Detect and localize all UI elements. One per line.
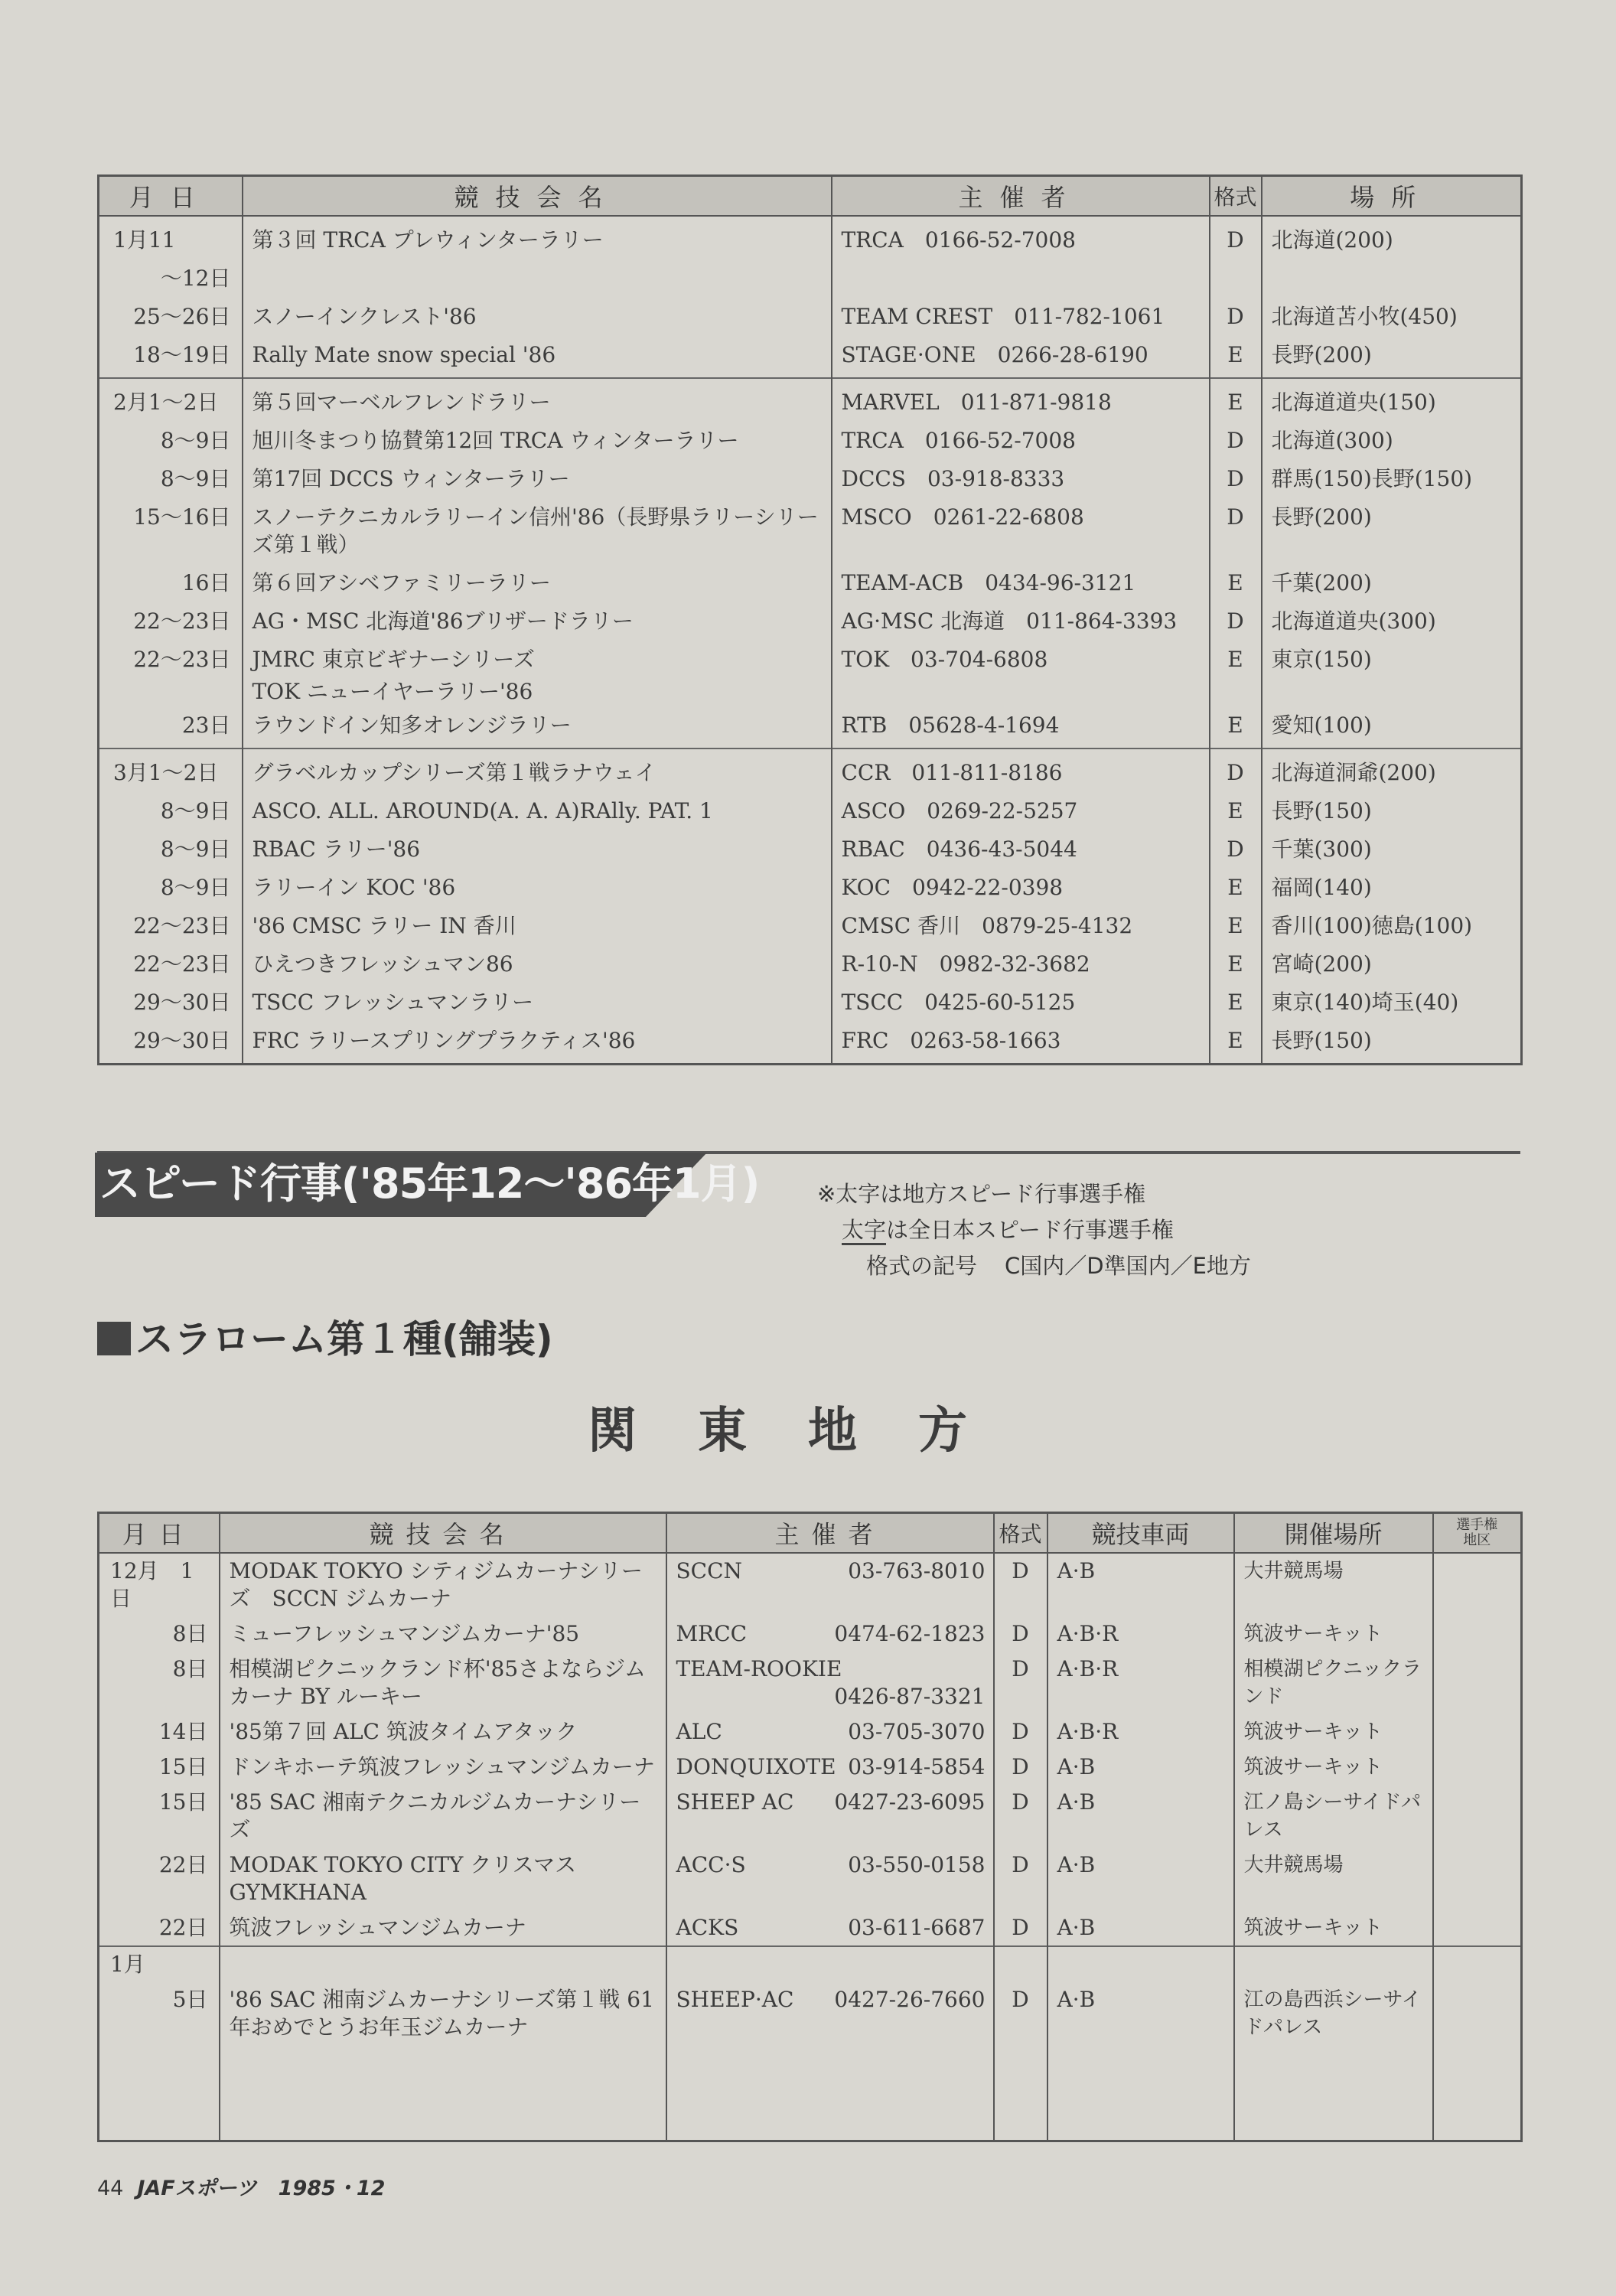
rally-col-organizer: 主催者	[832, 176, 1210, 217]
date-cell: 8日	[99, 1616, 220, 1652]
event-cell: ひえつきフレッシュマン86	[243, 945, 832, 983]
organizer-cell	[666, 1750, 994, 1785]
organizer-cell	[666, 1848, 994, 1910]
format-cell: E	[1210, 336, 1262, 378]
table-row	[99, 259, 1522, 298]
place-cell: 北海道(300)	[1262, 422, 1522, 460]
organizer-name: SHEEP AC	[676, 1789, 794, 1815]
organizer-phone: 03-705-3070	[848, 1719, 986, 1744]
table-row	[99, 1714, 1522, 1750]
place-cell: 福岡(140)	[1262, 869, 1522, 907]
organizer-cell: STAGE·ONE 0266-28-6190	[832, 336, 1210, 378]
section-title	[97, 1316, 553, 1362]
table-row	[99, 1022, 1522, 1065]
event-cell	[220, 1946, 666, 1982]
organizer-cell	[666, 1553, 994, 1616]
organizer-cell: TEAM-ACB 0434-96-3121	[832, 564, 1210, 602]
series-cell	[1433, 1750, 1522, 1785]
venue-cell: 江の島西浜シーサイドパレス	[1234, 1982, 1433, 2141]
date-cell: 23日	[99, 706, 243, 748]
date-cell: 15～16日	[99, 498, 243, 564]
organizer-cell: R-10-N 0982-32-3682	[832, 945, 1210, 983]
format-cell: D	[994, 1750, 1047, 1785]
slalom-schedule-table	[97, 1512, 1523, 2142]
series-cell	[1433, 1982, 1522, 2141]
venue-cell: 筑波サーキット	[1234, 1910, 1433, 1946]
organizer-phone: 0427-23-6095	[834, 1789, 986, 1815]
vehicle-cell: A·B	[1047, 1848, 1234, 1910]
organizer-cell: RBAC 0436-43-5044	[832, 830, 1210, 869]
vehicle-cell: A·B	[1047, 1553, 1234, 1616]
table-row	[99, 907, 1522, 945]
date-cell: 1月	[99, 1946, 220, 1982]
organizer-cell: MSCO 0261-22-6808	[832, 498, 1210, 564]
place-cell: 北海道道央(300)	[1262, 602, 1522, 641]
table-row	[99, 706, 1522, 748]
venue-cell: 筑波サーキット	[1234, 1714, 1433, 1750]
place-cell: 東京(150)	[1262, 641, 1522, 679]
vehicle-cell: A·B·R	[1047, 1652, 1234, 1714]
event-cell: スノーインクレスト'86	[243, 298, 832, 336]
place-cell: 千葉(300)	[1262, 830, 1522, 869]
format-cell: D	[994, 1785, 1047, 1848]
table-row	[99, 460, 1522, 498]
rally-schedule-table	[97, 174, 1523, 1065]
format-cell	[994, 1946, 1047, 1982]
date-cell: 29～30日	[99, 1022, 243, 1065]
format-cell: E	[1210, 907, 1262, 945]
legend-note-format	[866, 1249, 1251, 1280]
organizer-cell: TRCA 0166-52-7008	[832, 216, 1210, 259]
venue-cell: 大井競馬場	[1234, 1848, 1433, 1910]
table-row	[99, 830, 1522, 869]
vehicle-cell: A·B	[1047, 1910, 1234, 1946]
format-cell: E	[1210, 378, 1262, 422]
series-header-top: 選手権	[1456, 1517, 1498, 1533]
organizer-phone: 03-763-8010	[848, 1558, 986, 1583]
organizer-name: ACKS	[676, 1915, 739, 1940]
event-cell: 旭川冬まつり協賛第12回 TRCA ウィンターラリー	[243, 422, 832, 460]
slalom-col-organizer: 主催者	[666, 1513, 994, 1554]
event-cell: '85 SAC 湘南テクニカルジムカーナシリーズ	[220, 1785, 666, 1848]
organizer-name: ACC·S	[676, 1852, 746, 1877]
organizer-cell: DCCS 03-918-8333	[832, 460, 1210, 498]
table-row	[99, 602, 1522, 641]
format-cell: E	[1210, 945, 1262, 983]
square-bullet-icon	[97, 1322, 131, 1355]
format-cell: D	[994, 1848, 1047, 1910]
date-cell: 8～9日	[99, 830, 243, 869]
organizer-cell: FRC 0263-58-1663	[832, 1022, 1210, 1065]
table-row	[99, 1946, 1522, 1982]
vehicle-cell	[1047, 1946, 1234, 1982]
format-cell: D	[1210, 422, 1262, 460]
date-cell	[99, 679, 243, 706]
event-cell: ドンキホーテ筑波フレッシュマンジムカーナ	[220, 1750, 666, 1785]
table-row	[99, 336, 1522, 378]
table-row	[99, 378, 1522, 422]
venue-cell: 江ノ島シーサイドパレス	[1234, 1785, 1433, 1848]
organizer-phone: 0426-87-3321	[834, 1684, 986, 1709]
slalom-header-row	[99, 1513, 1522, 1554]
organizer-cell	[666, 1982, 994, 2141]
place-cell: 長野(200)	[1262, 336, 1522, 378]
format-cell: D	[1210, 216, 1262, 259]
table-row	[99, 1910, 1522, 1946]
format-cell	[1210, 679, 1262, 706]
rally-header-row	[99, 176, 1522, 217]
organizer-cell	[666, 1652, 994, 1714]
table-row	[99, 1750, 1522, 1785]
table-row	[99, 1652, 1522, 1714]
organizer-cell	[832, 679, 1210, 706]
slalom-col-date: 月日	[99, 1513, 220, 1554]
issue-date: 1985・12	[278, 2177, 386, 2200]
date-cell: 5日	[99, 1982, 220, 2141]
page-footer	[97, 2174, 385, 2204]
format-cell: D	[1210, 830, 1262, 869]
legend-note-bold-label: 太字	[842, 1217, 886, 1245]
format-legend-value: C国内／D準国内／E地方	[1005, 1253, 1251, 1279]
date-cell: 2月1～2日	[99, 378, 243, 422]
organizer-phone: 0427-26-7660	[834, 1987, 986, 2012]
organizer-cell	[666, 1714, 994, 1750]
rally-col-date: 月日	[99, 176, 243, 217]
organizer-phone: 0474-62-1823	[834, 1621, 986, 1646]
place-cell: 長野(200)	[1262, 498, 1522, 564]
organizer-cell: AG·MSC 北海道 011-864-3393	[832, 602, 1210, 641]
table-row	[99, 1785, 1522, 1848]
organizer-phone: 03-550-0158	[848, 1852, 986, 1877]
date-cell: 29～30日	[99, 983, 243, 1022]
format-cell: E	[1210, 869, 1262, 907]
vehicle-cell: A·B	[1047, 1982, 1234, 2141]
format-cell: D	[994, 1553, 1047, 1616]
venue-cell: 筑波サーキット	[1234, 1750, 1433, 1785]
organizer-cell: TEAM CREST 011-782-1061	[832, 298, 1210, 336]
series-cell	[1433, 1785, 1522, 1848]
place-cell: 千葉(200)	[1262, 564, 1522, 602]
series-header-bottom: 地区	[1463, 1532, 1491, 1548]
series-cell	[1433, 1652, 1522, 1714]
table-row	[99, 298, 1522, 336]
event-cell: 第３回 TRCA プレウィンターラリー	[243, 216, 832, 259]
format-cell: D	[994, 1982, 1047, 2141]
venue-cell	[1234, 1946, 1433, 1982]
organizer-cell: TSCC 0425-60-5125	[832, 983, 1210, 1022]
organizer-cell	[666, 1616, 994, 1652]
format-cell: D	[1210, 460, 1262, 498]
place-cell	[1262, 259, 1522, 298]
format-cell: D	[994, 1652, 1047, 1714]
event-cell: 相模湖ピクニックランド杯'85さよならジムカーナ BY ルーキー	[220, 1652, 666, 1714]
organizer-cell: ASCO 0269-22-5257	[832, 792, 1210, 830]
event-cell: ミューフレッシュマンジムカーナ'85	[220, 1616, 666, 1652]
table-row	[99, 422, 1522, 460]
format-cell: E	[1210, 1022, 1262, 1065]
table-row	[99, 641, 1522, 679]
rally-col-event: 競技会名	[243, 176, 832, 217]
slalom-col-format: 格式	[994, 1513, 1047, 1554]
place-cell	[1262, 679, 1522, 706]
event-cell: TSCC フレッシュマンラリー	[243, 983, 832, 1022]
series-cell	[1433, 1616, 1522, 1652]
date-cell: 25～26日	[99, 298, 243, 336]
table-row	[99, 1982, 1522, 2141]
date-cell: ～12日	[99, 259, 243, 298]
event-cell: TOK ニューイヤーラリー'86	[243, 679, 832, 706]
date-cell: 14日	[99, 1714, 220, 1750]
place-cell: 東京(140)埼玉(40)	[1262, 983, 1522, 1022]
place-cell: 長野(150)	[1262, 792, 1522, 830]
organizer-name: SCCN	[676, 1558, 743, 1583]
organizer-name: ALC	[676, 1719, 722, 1744]
date-cell: 22～23日	[99, 945, 243, 983]
slalom-col-series	[1433, 1513, 1522, 1554]
venue-cell: 大井競馬場	[1234, 1553, 1433, 1616]
slalom-col-vehicle: 競技車両	[1047, 1513, 1234, 1554]
table-row	[99, 564, 1522, 602]
date-cell: 22日	[99, 1848, 220, 1910]
table-row	[99, 1553, 1522, 1616]
venue-cell: 相模湖ピクニックランド	[1234, 1652, 1433, 1714]
event-cell: スノーテクニカルラリーイン信州'86（長野県ラリーシリーズ第１戦）	[243, 498, 832, 564]
place-cell: 長野(150)	[1262, 1022, 1522, 1065]
speed-events-title: スピード行事('85年12～'86年1月)	[99, 1159, 760, 1208]
vehicle-cell: A·B	[1047, 1785, 1234, 1848]
organizer-cell: TRCA 0166-52-7008	[832, 422, 1210, 460]
date-cell: 8～9日	[99, 460, 243, 498]
organizer-cell	[666, 1910, 994, 1946]
event-cell: '86 CMSC ラリー IN 香川	[243, 907, 832, 945]
date-cell: 15日	[99, 1750, 220, 1785]
event-cell: 第５回マーベルフレンドラリー	[243, 378, 832, 422]
format-cell: D	[994, 1616, 1047, 1652]
series-cell	[1433, 1910, 1522, 1946]
date-cell: 1月11	[99, 216, 243, 259]
legend-note-regional: ※太字は地方スピード行事選手権	[817, 1181, 1146, 1207]
rally-col-place: 場所	[1262, 176, 1522, 217]
event-cell: 第17回 DCCS ウィンターラリー	[243, 460, 832, 498]
organizer-cell	[666, 1946, 994, 1982]
organizer-name: MRCC	[676, 1621, 748, 1646]
page-number: 44	[97, 2177, 124, 2200]
event-cell: ラリーイン KOC '86	[243, 869, 832, 907]
series-cell	[1433, 1553, 1522, 1616]
date-cell: 22～23日	[99, 907, 243, 945]
organizer-name: DONQUIXOTE	[676, 1754, 836, 1779]
place-cell: 群馬(150)長野(150)	[1262, 460, 1522, 498]
organizer-cell	[666, 1785, 994, 1848]
format-cell: E	[1210, 706, 1262, 748]
place-cell: 愛知(100)	[1262, 706, 1522, 748]
rally-col-format: 格式	[1210, 176, 1262, 217]
format-cell: D	[1210, 298, 1262, 336]
event-cell: グラベルカップシリーズ第１戦ラナウェイ	[243, 748, 832, 792]
organizer-cell: CMSC 香川 0879-25-4132	[832, 907, 1210, 945]
region-title: 関東地方	[588, 1402, 1028, 1459]
table-row	[99, 792, 1522, 830]
date-cell: 22～23日	[99, 602, 243, 641]
slalom-col-venue: 開催場所	[1234, 1513, 1433, 1554]
event-cell: FRC ラリースプリングプラクティス'86	[243, 1022, 832, 1065]
event-cell: '85第７回 ALC 筑波タイムアタック	[220, 1714, 666, 1750]
place-cell: 北海道洞爺(200)	[1262, 748, 1522, 792]
organizer-cell	[832, 259, 1210, 298]
table-row	[99, 1848, 1522, 1910]
table-row	[99, 216, 1522, 259]
event-cell: AG・MSC 北海道'86ブリザードラリー	[243, 602, 832, 641]
table-row	[99, 983, 1522, 1022]
event-cell: 筑波フレッシュマンジムカーナ	[220, 1910, 666, 1946]
series-cell	[1433, 1848, 1522, 1910]
event-cell: ASCO. ALL. AROUND(A. A. A)RAlly. PAT. 1	[243, 792, 832, 830]
vehicle-cell: A·B·R	[1047, 1714, 1234, 1750]
section-title-text: スラローム第１種(舗装)	[135, 1317, 553, 1362]
place-cell: 北海道道央(150)	[1262, 378, 1522, 422]
table-row	[99, 498, 1522, 564]
place-cell: 北海道苫小牧(450)	[1262, 298, 1522, 336]
date-cell: 3月1～2日	[99, 748, 243, 792]
event-cell: ラウンドイン知多オレンジラリー	[243, 706, 832, 748]
table-row	[99, 869, 1522, 907]
organizer-cell: CCR 011-811-8186	[832, 748, 1210, 792]
legend-note-national	[842, 1213, 1174, 1244]
format-cell	[1210, 259, 1262, 298]
event-cell: RBAC ラリー'86	[243, 830, 832, 869]
event-cell: Rally Mate snow special '86	[243, 336, 832, 378]
event-cell	[243, 259, 832, 298]
event-cell: 第６回アシベファミリーラリー	[243, 564, 832, 602]
table-row	[99, 945, 1522, 983]
table-row	[99, 748, 1522, 792]
format-cell: D	[1210, 602, 1262, 641]
place-cell: 北海道(200)	[1262, 216, 1522, 259]
event-cell: MODAK TOKYO CITY クリスマス GYMKHANA	[220, 1848, 666, 1910]
date-cell: 22日	[99, 1910, 220, 1946]
magazine-name: JAFスポーツ	[137, 2177, 257, 2200]
event-cell: MODAK TOKYO シティジムカーナシリーズ SCCN ジムカーナ	[220, 1553, 666, 1616]
date-cell: 12月 1日	[99, 1553, 220, 1616]
organizer-phone: 03-611-6687	[848, 1915, 986, 1940]
event-cell: JMRC 東京ビギナーシリーズ	[243, 641, 832, 679]
date-cell: 15日	[99, 1785, 220, 1848]
format-cell: E	[1210, 792, 1262, 830]
format-cell: E	[1210, 641, 1262, 679]
format-cell: E	[1210, 983, 1262, 1022]
date-cell: 16日	[99, 564, 243, 602]
format-cell: D	[1210, 498, 1262, 564]
date-cell: 8日	[99, 1652, 220, 1714]
organizer-cell: TOK 03-704-6808	[832, 641, 1210, 679]
format-legend-label: 格式の記号	[866, 1253, 978, 1279]
format-cell: D	[994, 1714, 1047, 1750]
series-cell	[1433, 1714, 1522, 1750]
place-cell: 宮崎(200)	[1262, 945, 1522, 983]
date-cell: 8～9日	[99, 422, 243, 460]
organizer-phone: 03-914-5854	[848, 1754, 986, 1779]
vehicle-cell: A·B·R	[1047, 1616, 1234, 1652]
date-cell: 8～9日	[99, 792, 243, 830]
organizer-cell: KOC 0942-22-0398	[832, 869, 1210, 907]
date-cell: 18～19日	[99, 336, 243, 378]
legend-note-national-text: は全日本スピード行事選手権	[886, 1217, 1174, 1243]
table-row	[99, 679, 1522, 706]
organizer-cell: RTB 05628-4-1694	[832, 706, 1210, 748]
organizer-name: TEAM-ROOKIE	[676, 1656, 842, 1681]
format-cell: D	[1210, 748, 1262, 792]
date-cell: 22～23日	[99, 641, 243, 679]
vehicle-cell: A·B	[1047, 1750, 1234, 1785]
format-cell: E	[1210, 564, 1262, 602]
organizer-name: SHEEP·AC	[676, 1987, 794, 2012]
series-cell	[1433, 1946, 1522, 1982]
date-cell: 8～9日	[99, 869, 243, 907]
organizer-cell: MARVEL 011-871-9818	[832, 378, 1210, 422]
table-row	[99, 1616, 1522, 1652]
format-cell: D	[994, 1910, 1047, 1946]
venue-cell: 筑波サーキット	[1234, 1616, 1433, 1652]
slalom-col-event: 競技会名	[220, 1513, 666, 1554]
event-cell: '86 SAC 湘南ジムカーナシリーズ第１戦 61年おめでとうお年玉ジムカーナ	[220, 1982, 666, 2141]
place-cell: 香川(100)徳島(100)	[1262, 907, 1522, 945]
